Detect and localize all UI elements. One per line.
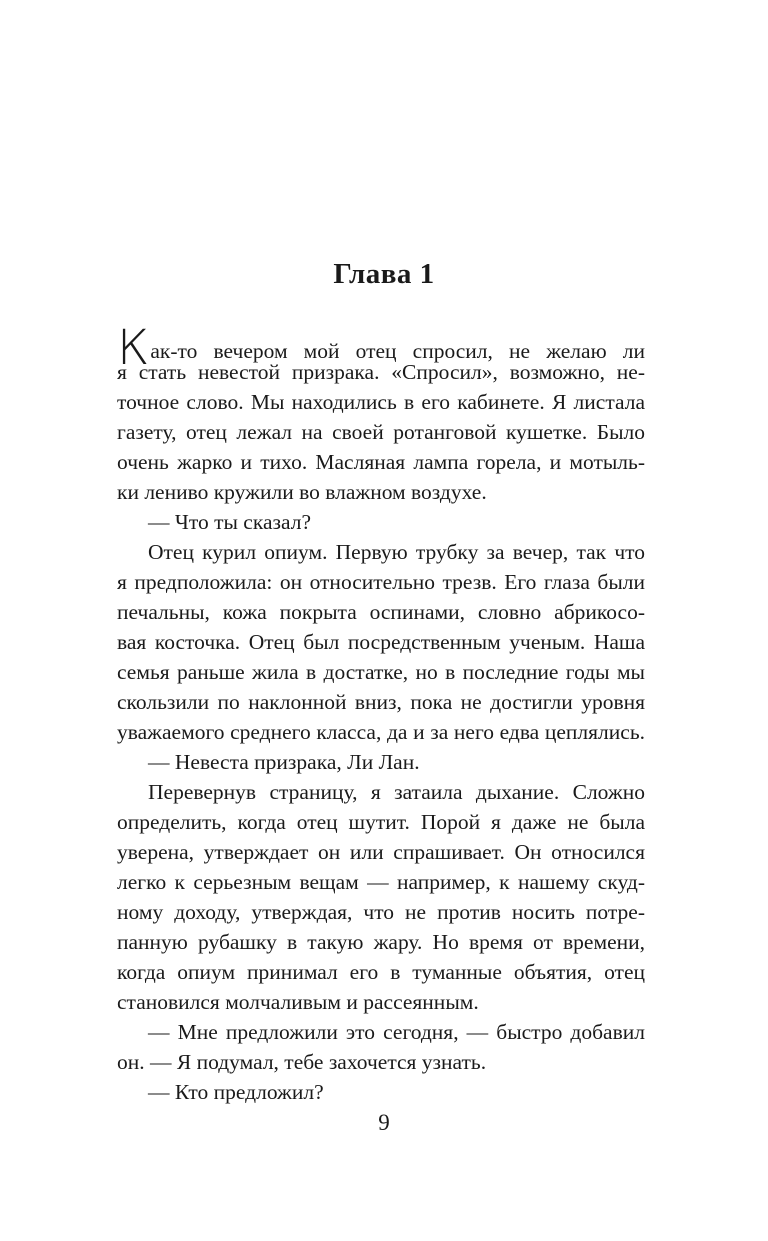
text-line xyxy=(117,807,645,837)
text-line xyxy=(117,777,645,807)
text-line-content: Отец курил опиум. Первую трубку за вечер, так что xyxy=(148,540,645,564)
text-line-content: точное слово. Мы находились в его кабинете. Я листала xyxy=(117,390,645,414)
text-line-content: панную рубашку в такую жару. Но время от времени, xyxy=(117,930,645,954)
text-line-content: очень жарко и тихо. Масляная лампа горела, и мотыль- xyxy=(117,450,645,474)
text-line-content: — Кто предложил? xyxy=(148,1080,324,1104)
text-line xyxy=(117,387,645,417)
text-line-content: печальны, кожа покрыта оспинами, словно абрикосо- xyxy=(117,600,645,624)
text-line-content: Перевернув страницу, я затаила дыхание. Сложно xyxy=(148,780,645,804)
text-line-content: он. — Я подумал, тебе захочется узнать. xyxy=(117,1050,487,1074)
text-line xyxy=(117,597,645,627)
text-line xyxy=(117,507,645,537)
text-line-content: семья раньше жила в достатке, но в последние годы мы xyxy=(117,660,645,684)
text-line-content: — Мне предложили это сегодня, — быстро добавил xyxy=(148,1020,645,1044)
text-line-content: ки лениво кружили во влажном воздухе. xyxy=(117,480,487,504)
text-line-content: газету, отец лежал на своей ротанговой кушетке. Было xyxy=(117,420,645,444)
text-line xyxy=(117,627,645,657)
text-line xyxy=(117,867,645,897)
page-number: 9 xyxy=(378,1110,390,1135)
text-line-content: я стать невестой призрака. «Спросил», возможно, не- xyxy=(117,360,645,384)
text-line xyxy=(117,837,645,867)
text-line xyxy=(117,957,645,987)
text-line-content: уважаемого среднего класса, да и за него едва цеплялись. xyxy=(117,720,645,744)
drop-cap-letter: К xyxy=(117,320,150,376)
text-line-content: ному доходу, утверждая, что не против носить потре- xyxy=(117,900,645,924)
text-line xyxy=(117,477,645,507)
text-line-content: скользили по наклонной вниз, пока не достигли уровня xyxy=(117,690,645,714)
text-line-content: определить, когда отец шутит. Порой я даже не была xyxy=(117,810,645,834)
text-line xyxy=(117,987,645,1017)
text-line xyxy=(117,537,645,567)
text-line-content: я предположила: он относительно трезв. Его глаза были xyxy=(117,570,645,594)
text-line xyxy=(117,1047,645,1077)
text-line xyxy=(117,747,645,777)
text-line xyxy=(117,447,645,477)
text-line-content: — Невеста призрака, Ли Лан. xyxy=(148,750,420,774)
text-line-content: когда опиум принимал его в туманные объятия, отец xyxy=(117,960,645,984)
text-line xyxy=(117,567,645,597)
text-line-content: легко к серьезным вещам — например, к нашему скуд- xyxy=(117,870,645,894)
text-line-content: становился молчаливым и рассеянным. xyxy=(117,990,479,1014)
text-line xyxy=(117,657,645,687)
text-line xyxy=(117,687,645,717)
text-line xyxy=(117,897,645,927)
text-line xyxy=(117,417,645,447)
text-line-content: — Что ты сказал? xyxy=(148,510,312,534)
text-line xyxy=(117,357,645,387)
text-line-content: вая косточка. Отец был посредственным ученым. Наша xyxy=(117,630,645,654)
text-line xyxy=(117,1077,645,1107)
chapter-text xyxy=(117,320,645,1107)
text-line-content: уверена, утверждает он или спрашивает. Он относился xyxy=(117,840,645,864)
text-line xyxy=(117,1017,645,1047)
chapter-title: Глава 1 xyxy=(333,258,435,290)
text-line xyxy=(117,717,645,747)
text-line xyxy=(117,927,645,957)
text-line-content: ак-то вечером мой отец спросил, не желаю ли xyxy=(150,339,645,363)
